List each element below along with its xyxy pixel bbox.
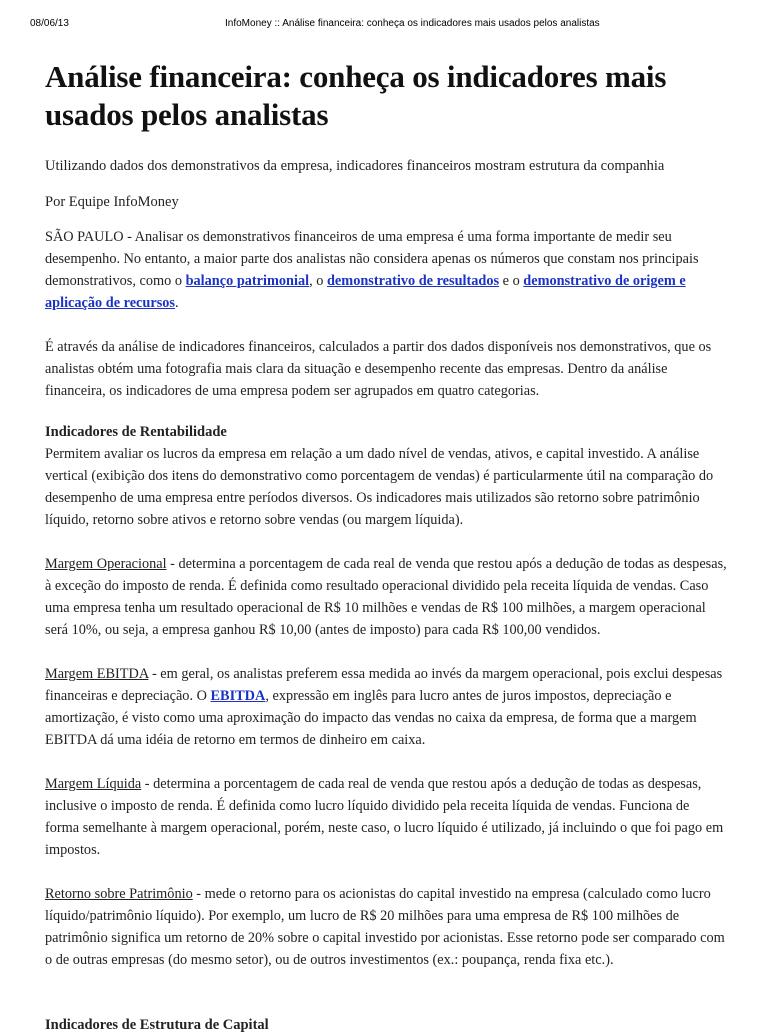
intro-text-a: SÃO PAULO - Analisar os demonstrativos financeiros de uma empresa é uma forma importante de medir seu desempenho. No entanto, a maior parte dos analistas não considera apenas os números que constam nos principais demonstrativos, como o bbox=[45, 229, 699, 289]
article-subtitle: Utilizando dados dos demonstrativos da empresa, indicadores financeiros mostram estrutura da companhia bbox=[45, 158, 665, 174]
intro-text-d: . bbox=[174, 295, 179, 311]
term-margem-liquida: Margem Líquida bbox=[45, 776, 142, 792]
intro-paragraph bbox=[45, 226, 727, 314]
link-balanco-patrimonial[interactable]: balanço patrimonial bbox=[185, 273, 310, 289]
margem-ebitda-paragraph bbox=[45, 663, 727, 751]
link-demonstrativo-origem[interactable]: demonstrativo de origem e aplicação de recursos bbox=[45, 273, 686, 311]
term-margem-operacional: Margem Operacional bbox=[45, 556, 167, 572]
article-byline: Por Equipe InfoMoney bbox=[45, 194, 179, 210]
intro-text-c: e o bbox=[499, 273, 524, 289]
print-page-title: InfoMoney :: Análise financeira: conheça os indicadores mais usados pelos analistas bbox=[225, 18, 600, 29]
article-body bbox=[45, 58, 727, 971]
margem-operacional-paragraph bbox=[45, 553, 727, 641]
margem-liquida-text: - determina a porcentagem de cada real de venda que restou após a dedução de todas as despesas, inclusive o imposto de renda. É definida como lucro líquido dividido pela receita líquida de vendas. Funciona de forma semelhante à margem operacional, porém, neste caso, o lucro líquido é utilizado, já incluindo o que foi pago em impostos. bbox=[45, 776, 724, 858]
margem-liquida-paragraph bbox=[45, 773, 727, 861]
term-retorno-patrimonio: Retorno sobre Patrimônio bbox=[45, 886, 193, 902]
intro-text-b: , o bbox=[309, 273, 327, 289]
print-date: 08/06/13 bbox=[30, 18, 69, 29]
margem-ebitda-text-b: , expressão em inglês para lucro antes de juros impostos, depreciação e amortização, é visto como uma aproximação do impacto das vendas no caixa da empresa, de forma que a margem EBITDA dá uma idéia de retorno em termos de dinheiro em caixa. bbox=[45, 688, 697, 748]
retorno-patrimonio-text: - mede o retorno para os acionistas do capital investido na empresa (calculado como lucro líquido/patrimônio líquido). Por exemplo, um lucro de R$ 20 milhões para uma empresa de R$ 100 milhões de patrimônio significa um retorno de 20% sobre o capital investido por acionistas. Esse retorno pode ser comparado com o de outras empresas (do mesmo setor), ou de outros investimentos (ex.: poupança, renda fixa etc.). bbox=[45, 886, 725, 968]
margem-operacional-text: - determina a porcentagem de cada real de venda que restou após a dedução de todas as despesas, à exceção do imposto de renda. É definida como resultado operacional dividido pela receita líquida de vendas. Caso uma empresa tenha um resultado operacional de R$ 10 milhões e vendas de R$ 100 milhões, a margem operacional será 10%, ou seja, a empresa ganhou R$ 10,00 (antes de imposto) para cada R$ 100,00 vendidos. bbox=[45, 556, 727, 638]
rentabilidade-intro: Permitem avaliar os lucros da empresa em relação a um dado nível de vendas, ativos, e capital investido. A análise vertical (exibição dos itens do demonstrativo como porcentagem de vendas) é particularmente útil na comparação do desempenho de uma empresa entre períodos diversos. Os indicadores mais utilizados são retorno sobre patrimônio líquido, retorno sobre ativos e retorno sobre vendas (ou margem líquida). bbox=[45, 446, 714, 528]
link-ebitda[interactable]: EBITDA bbox=[210, 688, 266, 704]
link-demonstrativo-resultados[interactable]: demonstrativo de resultados bbox=[326, 273, 500, 289]
analysis-paragraph: É através da análise de indicadores financeiros, calculados a partir dos dados disponíveis nos demonstrativos, que os analistas obtém uma fotografia mais clara da situação e desempenho recente das empresas. Dentro da análise financeira, os indicadores de uma empresa podem ser agrupados em quatro categorias. bbox=[45, 339, 712, 399]
term-margem-ebitda: Margem EBITDA bbox=[45, 666, 149, 682]
section-heading-estrutura-capital: Indicadores de Estrutura de Capital bbox=[45, 1017, 269, 1033]
margem-ebitda-text-a: - em geral, os analistas preferem essa medida ao invés da margem operacional, pois exclui despesas financeiras e depreciação. O bbox=[45, 666, 723, 704]
article-title: Análise financeira: conheça os indicadores mais usados pelos analistas bbox=[45, 59, 667, 132]
section-heading-rentabilidade: Indicadores de Rentabilidade bbox=[45, 424, 227, 440]
retorno-patrimonio-paragraph bbox=[45, 883, 727, 971]
print-header bbox=[30, 18, 738, 32]
